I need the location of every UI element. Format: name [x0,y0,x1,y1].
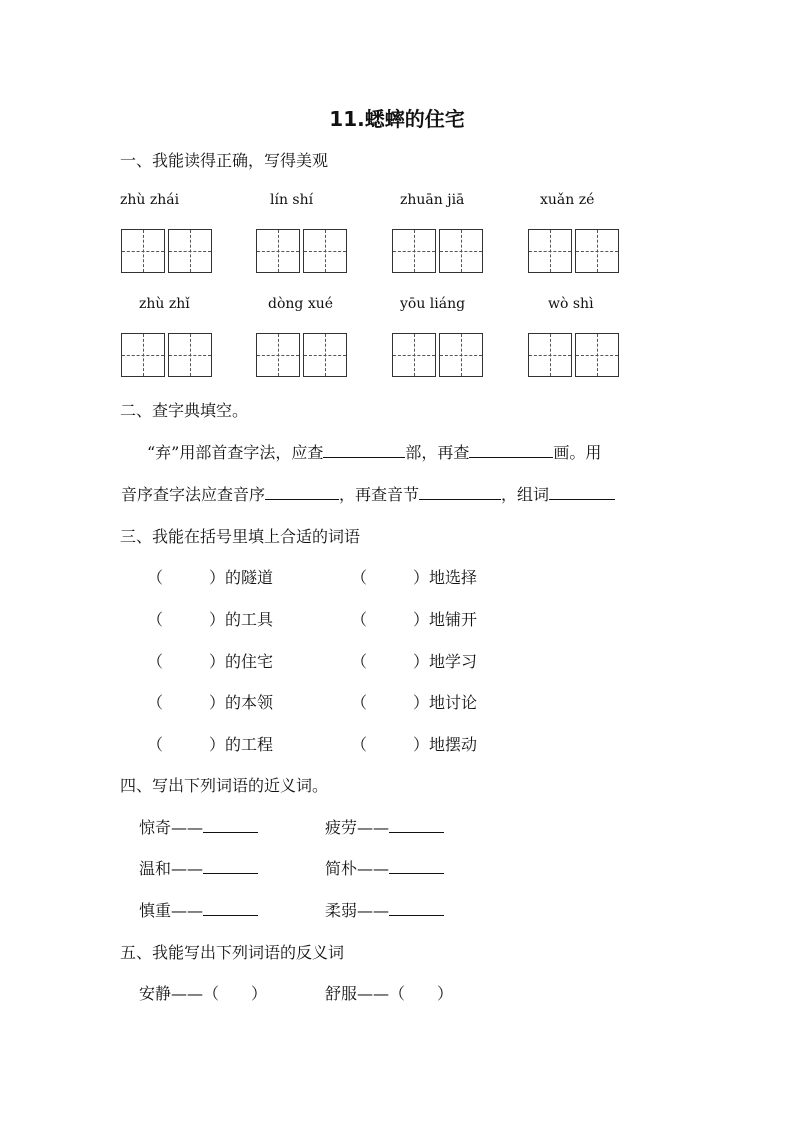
text-fragment: 画。用 [553,443,602,462]
antonym-item[interactable]: 安静——（ ） [139,984,268,1003]
grid-cell[interactable] [256,229,300,273]
text-fragment: 部，再查 [405,443,470,462]
dictionary-line-1 [147,440,601,463]
grid-cell[interactable] [303,229,347,273]
grid-cell[interactable] [528,333,572,377]
item-word: 地选择 [429,568,478,587]
fill-paren-item[interactable]: （ ）的住宅 [147,652,274,671]
writing-grid[interactable] [392,229,483,273]
synonym-item[interactable]: 柔弱—— [325,898,444,921]
pinyin-5: zhù zhǐ [139,296,190,312]
item-word: 地摆动 [429,735,478,754]
grid-cell[interactable] [121,229,165,273]
item-word: 的住宅 [225,652,274,671]
answer-blank[interactable] [469,456,553,458]
text-fragment: ，组词 [501,485,550,504]
fill-paren-item[interactable]: （ ）的隧道 [147,568,274,587]
section3-heading: 三、我能在括号里填上合适的词语 [120,527,361,546]
pinyin-2: lín shí [270,192,314,208]
grid-cell[interactable] [303,333,347,377]
writing-grid[interactable] [392,333,483,377]
pinyin-7: yōu liáng [400,296,466,312]
grid-cell[interactable] [439,229,483,273]
pinyin-3: zhuān jiā [400,192,465,208]
writing-grid[interactable] [256,333,347,377]
section4-heading: 四、写出下列词语的近义词。 [120,776,329,795]
text-fragment: 音序查字法应查音序 [121,485,266,504]
section2-heading: 二、查字典填空。 [120,401,249,420]
text-fragment: “弃”用部首查字法，应查 [147,443,324,462]
antonym-item[interactable]: 舒服——（ ） [325,984,454,1003]
section5-heading: 五、我能写出下列词语的反义词 [120,943,345,962]
writing-grid[interactable] [121,229,212,273]
grid-cell[interactable] [168,229,212,273]
grid-cell[interactable] [256,333,300,377]
pinyin-4: xuǎn zé [540,192,595,208]
item-word: 的本领 [225,693,274,712]
item-word: 的工具 [225,610,274,629]
synonym-item[interactable]: 慎重—— [139,898,258,921]
item-word: 的隧道 [225,568,274,587]
writing-grid[interactable] [528,333,619,377]
synonym-item[interactable]: 惊奇—— [139,815,258,838]
fill-paren-item[interactable]: （ ）地讨论 [351,693,478,712]
grid-cell[interactable] [528,229,572,273]
writing-grid[interactable] [256,229,347,273]
fill-paren-item[interactable]: （ ）地学习 [351,652,478,671]
pinyin-6: dòng xué [268,296,334,312]
fill-paren-item[interactable]: （ ）地铺开 [351,610,478,629]
item-word: 地讨论 [429,693,478,712]
grid-cell[interactable] [439,333,483,377]
fill-paren-item[interactable]: （ ）地摆动 [351,735,478,754]
fill-paren-item[interactable]: （ ）的本领 [147,693,274,712]
grid-cell[interactable] [575,333,619,377]
grid-cell[interactable] [575,229,619,273]
synonym-item[interactable]: 简朴—— [325,856,444,879]
grid-cell[interactable] [121,333,165,377]
answer-blank[interactable] [549,498,615,500]
item-word: 地学习 [429,652,478,671]
item-word: 的工程 [225,735,274,754]
dictionary-line-2 [121,482,615,505]
pinyin-1: zhù zhái [120,192,180,208]
synonym-item[interactable]: 温和—— [139,856,258,879]
writing-grid[interactable] [121,333,212,377]
grid-cell[interactable] [168,333,212,377]
item-word: 地铺开 [429,610,478,629]
fill-paren-item[interactable]: （ ）地选择 [351,568,478,587]
writing-grid[interactable] [528,229,619,273]
grid-cell[interactable] [392,229,436,273]
grid-cell[interactable] [392,333,436,377]
pinyin-8: wò shì [548,296,594,312]
answer-blank[interactable] [419,498,501,500]
section1-heading: 一、我能读得正确，写得美观 [120,151,329,170]
synonym-item[interactable]: 疲劳—— [325,815,444,838]
page-title: 11.蟋蟀的住宅 [329,107,465,131]
fill-paren-item[interactable]: （ ）的工具 [147,610,274,629]
text-fragment: ，再查音节 [339,485,420,504]
answer-blank[interactable] [265,498,339,500]
answer-blank[interactable] [323,456,405,458]
fill-paren-item[interactable]: （ ）的工程 [147,735,274,754]
